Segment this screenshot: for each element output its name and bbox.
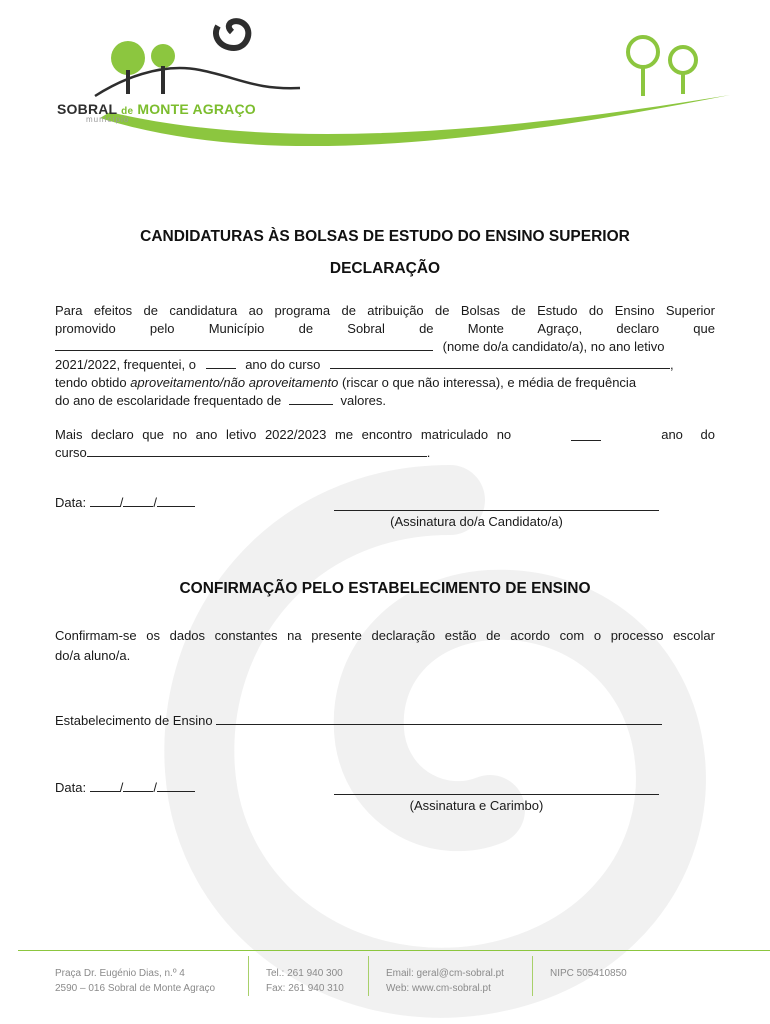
date-separator: / [119,495,124,510]
candidate-signature-caption: (Assinatura do/a Candidato/a) [390,514,563,529]
footer-phones [266,966,344,996]
declaration-line-5-end: (riscar o que não interessa), e média de frequência [338,375,637,390]
logo-subtitle: município [86,115,130,124]
footer-phone: Tel.: 261 940 300 [266,968,343,979]
enrollment-paragraph [55,426,715,462]
footer-fax: Fax: 261 940 310 [266,983,344,994]
enrollment-line-1 [55,426,715,444]
declaration-line-4-mid: ano do curso [245,357,321,372]
date-day-field[interactable] [90,779,120,792]
confirmation-paragraph [55,626,715,666]
declaration-line-3 [55,338,715,356]
date-label: Data: [55,780,87,795]
declaration-line-5-italic: aproveitamento/não aproveitamento [130,375,339,390]
declaration-line-4-start: 2021/2022, frequentei, o [55,357,196,372]
right-trees-icon [615,34,725,114]
declaration-line-2: promovido pelo Município de Sobral de Monte Agraço, declaro que [55,321,715,336]
footer-nipc: NIPC 505410850 [550,968,627,979]
candidate-date [55,494,195,510]
footer-contacts [386,966,504,996]
logo-trees-icon [60,18,290,108]
declaration-line-1: Para efeitos de candidatura ao programa de atribuição de Bolsas de Estudo do Ensino Superior [55,303,715,318]
date-day-field[interactable] [90,494,120,507]
institution-field[interactable] [216,712,662,725]
institution-signature-caption: (Assinatura e Carimbo) [409,798,544,813]
declaration-line-6-start: do ano de escolaridade frequentado de [55,393,282,408]
institution-row [55,712,662,728]
footer-divider [368,956,369,996]
candidate-name-field[interactable] [55,338,433,351]
institution-signature-line[interactable] [334,794,659,795]
institution-label: Estabelecimento de Ensino [55,713,213,728]
enrollment-line-2 [55,444,715,462]
footer-divider [532,956,533,996]
confirmation-line-1: Confirmam-se os dados constantes na presente declaração estão de acordo com o processo escolar [55,628,715,643]
date-separator: / [153,495,157,510]
declaration-line-4-end: , [670,357,674,372]
declaration-line-5 [55,374,715,392]
logo-text-sobral: SOBRAL [57,101,118,117]
candidate-signature-line[interactable] [334,510,659,511]
course-field[interactable] [330,356,670,369]
declaration-line-4 [55,356,715,374]
date-label: Data: [55,495,87,510]
footer-address [55,966,215,996]
confirmation-line-2: do/a aluno/a. [55,648,131,663]
logo-text-monte-agraco: MONTE AGRAÇO [137,101,256,117]
footer-address-line-1: Praça Dr. Eugénio Dias, n.º 4 [55,968,185,979]
footer-rule [18,950,770,951]
enrollment-line-1-end: ano do [661,427,715,442]
logo-text-de: de [121,106,134,117]
enrollment-line-2-end: . [426,445,431,460]
declaration-line-3-text: (nome do/a candidato/a), no ano letivo [442,339,665,354]
enrollment-year-field[interactable] [571,428,601,441]
enrollment-line-1-start: Mais declaro que no ano letivo 2022/2023 me encontro matriculado no [55,427,512,442]
declaration-line-6-end: valores. [340,393,387,408]
confirmation-heading: CONFIRMAÇÃO PELO ESTABELECIMENTO DE ENSINO [179,580,591,597]
date-separator: / [119,780,124,795]
footer-divider [248,956,249,996]
date-month-field[interactable] [123,494,153,507]
date-year-field[interactable] [157,779,195,792]
enrollment-line-2-start: curso [55,445,87,460]
declaration-paragraph [55,302,715,410]
enrollment-course-field[interactable] [87,444,427,457]
declaration-line-5-start: tendo obtido [55,375,131,390]
footer-web[interactable]: Web: www.cm-sobral.pt [386,983,491,994]
date-year-field[interactable] [157,494,195,507]
year-field[interactable] [206,356,236,369]
footer-address-line-2: 2590 – 016 Sobral de Monte Agraço [55,983,216,994]
declaration-line-6 [55,392,715,410]
date-separator: / [153,780,157,795]
date-month-field[interactable] [123,779,153,792]
document-subtitle: DECLARAÇÃO [329,260,441,277]
institution-date [55,779,195,795]
document-title: CANDIDATURAS ÀS BOLSAS DE ESTUDO DO ENSINO SUPERIOR [140,228,630,245]
average-grade-field[interactable] [289,392,333,405]
footer-email[interactable]: Email: geral@cm-sobral.pt [386,968,504,979]
